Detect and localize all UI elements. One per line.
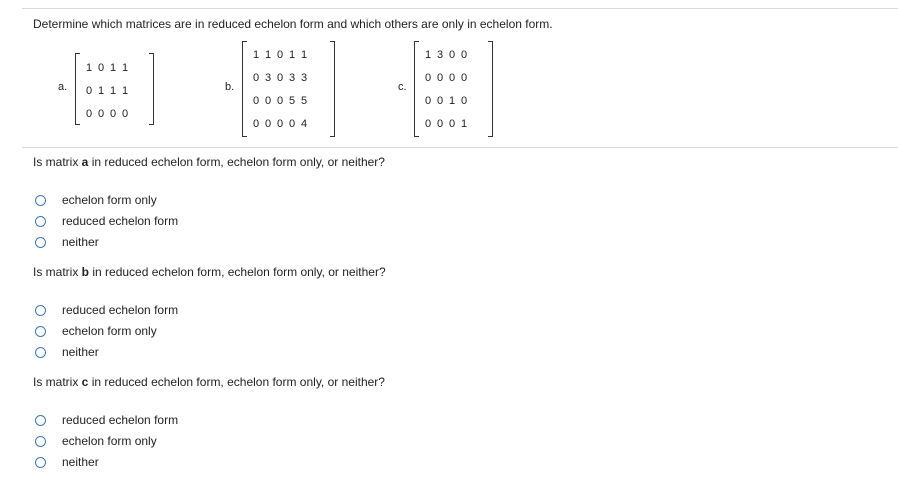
matrix-cell: 0 [448, 71, 456, 84]
matrix-cell: 0 [448, 117, 456, 130]
instruction-text: Determine which matrices are in reduced echelon form and which others are only in echelon form. [33, 17, 553, 31]
matrix-cell: 0 [109, 107, 117, 120]
matrix-cell: 0 [97, 107, 105, 120]
matrix-cell: 1 [448, 94, 456, 107]
question-c-option-echelon-only[interactable] [35, 433, 157, 449]
matrix-cell: 5 [288, 94, 296, 107]
option-label: echelon form only [62, 193, 157, 207]
matrix-b-label: b. [225, 81, 235, 93]
matrix-cell: 0 [460, 48, 468, 61]
matrix-cell: 0 [276, 48, 284, 61]
matrix-cell: 1 [109, 61, 117, 74]
matrix-cell: 0 [264, 117, 272, 130]
matrix-a-left-bracket [75, 53, 80, 125]
matrix-b-grid [250, 43, 310, 135]
radio-button[interactable] [35, 347, 46, 358]
matrix-cell: 0 [448, 48, 456, 61]
question-b-text [33, 265, 386, 279]
option-label: echelon form only [62, 324, 157, 338]
question-a-text [33, 155, 385, 169]
matrix-cell: 1 [288, 48, 296, 61]
option-label: reduced echelon form [62, 303, 179, 317]
matrix-cell: 0 [436, 94, 444, 107]
radio-button[interactable] [35, 305, 46, 316]
matrix-cell: 3 [288, 71, 296, 84]
matrix-cell: 0 [252, 71, 260, 84]
matrix-cell: 0 [424, 94, 432, 107]
question-c-option-neither[interactable] [35, 454, 99, 470]
matrix-cell: 0 [252, 117, 260, 130]
matrix-cell: 0 [436, 71, 444, 84]
matrix-c-right-bracket [488, 41, 493, 137]
section-divider [22, 147, 898, 148]
matrix-cell: 4 [300, 117, 308, 130]
matrix-cell: 3 [436, 48, 444, 61]
matrix-cell: 0 [121, 107, 129, 120]
matrix-cell: 0 [460, 94, 468, 107]
option-label: reduced echelon form [62, 413, 179, 427]
matrix-cell: 1 [109, 84, 117, 97]
radio-button[interactable] [35, 415, 46, 426]
matrix-a-right-bracket [149, 53, 154, 125]
option-label: neither [62, 235, 99, 249]
question-b-option-echelon-only[interactable] [35, 323, 157, 339]
question-c-suffix: in reduced echelon form, echelon form only, or neither? [88, 375, 385, 389]
question-c-option-reduced-echelon[interactable] [35, 412, 178, 428]
option-label: echelon form only [62, 434, 157, 448]
radio-button[interactable] [35, 436, 46, 447]
matrix-a-label: a. [58, 81, 68, 93]
option-label: neither [62, 455, 99, 469]
question-a-suffix: in reduced echelon form, echelon form only, or neither? [88, 155, 385, 169]
matrix-c-label: c. [398, 81, 407, 93]
question-b-option-neither[interactable] [35, 344, 99, 360]
matrix-cell: 5 [300, 94, 308, 107]
radio-button[interactable] [35, 216, 46, 227]
matrix-a-grid [83, 56, 131, 125]
question-a-option-echelon-only[interactable] [35, 192, 157, 208]
matrix-b [242, 41, 335, 137]
matrix-cell: 0 [460, 71, 468, 84]
matrix-cell: 1 [85, 61, 93, 74]
question-b-option-reduced-echelon[interactable] [35, 302, 178, 318]
matrix-cell: 3 [264, 71, 272, 84]
matrix-c-grid [422, 43, 470, 135]
matrix-cell: 1 [97, 84, 105, 97]
matrix-c-left-bracket [414, 41, 419, 137]
radio-button[interactable] [35, 326, 46, 337]
radio-button[interactable] [35, 195, 46, 206]
matrix-cell: 1 [121, 84, 129, 97]
question-a-prefix: Is matrix [33, 155, 82, 169]
matrix-cell: 0 [424, 71, 432, 84]
matrix-cell: 0 [85, 107, 93, 120]
option-label: reduced echelon form [62, 214, 179, 228]
question-b-suffix: in reduced echelon form, echelon form only, or neither? [89, 265, 386, 279]
question-c-text [33, 375, 385, 389]
question-a-option-reduced-echelon[interactable] [35, 213, 178, 229]
question-b-prefix: Is matrix [33, 265, 82, 279]
matrix-b-left-bracket [242, 41, 247, 137]
matrix-a [75, 53, 154, 125]
matrix-cell: 0 [264, 94, 272, 107]
matrix-b-right-bracket [330, 41, 335, 137]
matrix-cell: 0 [276, 117, 284, 130]
matrix-cell: 1 [264, 48, 272, 61]
matrix-cell: 1 [460, 117, 468, 130]
question-a-matrix-letter: a [81, 155, 89, 169]
question-a-option-neither[interactable] [35, 234, 99, 250]
radio-button[interactable] [35, 457, 46, 468]
matrix-cell: 0 [276, 94, 284, 107]
matrix-cell: 0 [424, 117, 432, 130]
matrix-cell: 1 [424, 48, 432, 61]
matrix-cell: 0 [85, 84, 93, 97]
question-b-matrix-letter: b [81, 265, 90, 279]
matrix-cell: 1 [121, 61, 129, 74]
matrix-cell: 3 [300, 71, 308, 84]
radio-button[interactable] [35, 237, 46, 248]
matrix-cell: 1 [252, 48, 260, 61]
question-c-matrix-letter: c [81, 375, 89, 389]
top-divider [22, 8, 898, 9]
matrix-cell: 0 [97, 61, 105, 74]
option-label: neither [62, 345, 99, 359]
matrix-cell: 1 [300, 48, 308, 61]
matrix-cell: 0 [276, 71, 284, 84]
matrix-c [414, 41, 493, 137]
matrix-cell: 0 [288, 117, 296, 130]
matrix-cell: 0 [252, 94, 260, 107]
question-c-prefix: Is matrix [33, 375, 82, 389]
matrix-cell: 0 [436, 117, 444, 130]
